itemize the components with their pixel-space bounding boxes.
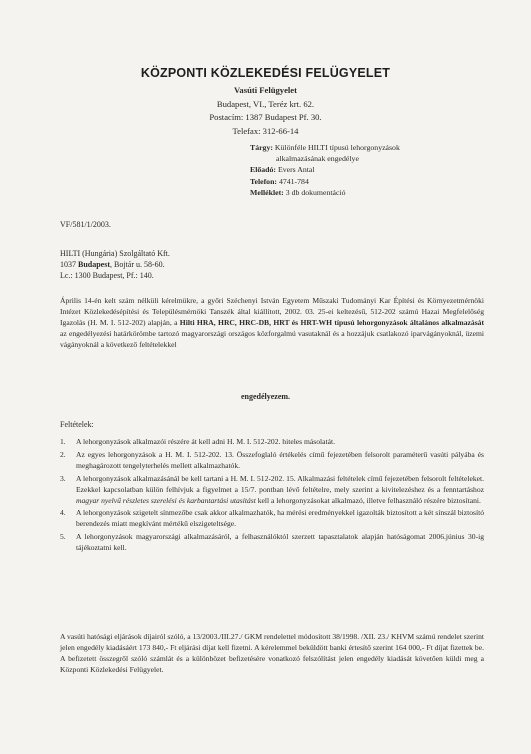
list-item (60, 532, 484, 554)
handler-name: Evers Antal (277, 165, 315, 175)
condition-text: A lehorgonyzások alkalmazói részére át kell adni H. M. I. 512-202. hiteles másolatát. (76, 437, 336, 446)
reference-number: VF/581/1/2003. (60, 220, 111, 229)
subject-block (250, 142, 520, 198)
decision-text: engedélyezem. (240, 392, 291, 401)
condition-text (76, 474, 484, 507)
subject-line-2: alkalmazásának engedélye (276, 154, 359, 164)
addressee-block (60, 248, 170, 282)
subject-label: Tárgy: (250, 143, 273, 152)
attachment-label: Melléklet: (250, 187, 284, 197)
addressee-zip: 1037 (60, 260, 76, 270)
attachment-value: 3 db dokumentáció (285, 187, 346, 197)
list-item (60, 437, 484, 448)
letterhead (0, 66, 531, 138)
body-text-a: Április 14-én kelt szám nélküli kérelmükre, a győri Széchenyi István Egyetem Műszaki Tudományi Kar Építési és Környezetmérnöki Intézet Közlekedésépítési és Településmérnöki Tanszék által kiállított, 2002. 03. 25-ei keltezésű, 512-202 számú Hazai Megfelelőség Igazolás (H. M. I. 512-202) alapján, a (60, 296, 484, 327)
list-item (60, 474, 484, 507)
condition-text: Az egyes lehorgonyzások a H. M. I. 512-202. 13. Összefoglaló értékelés című fejezetében felsorolt paraméterű vasúti pályába és meghagározott tengelyterhelés mellett alkalmazhatók. (76, 449, 484, 470)
condition-text-italic: magyar nyelvű részletes szerelési és karbantartási utasítást (76, 495, 256, 505)
addressee-name: HILTI (Hungária) Szolgáltató Kft. (60, 249, 170, 258)
phone-value: 4741-784 (278, 176, 309, 186)
subject-line-1: Különféle HILTI típusú lehorgonyzások (274, 143, 400, 152)
handler-label: Előadó: (250, 165, 276, 175)
list-item (60, 508, 484, 530)
condition-number: 2. (60, 449, 66, 459)
addressee-street (60, 259, 170, 270)
fax-number: Telefax: 312-66-14 (232, 125, 299, 136)
addressee-street-rest: , Bojtár u. 58-60. (110, 260, 165, 270)
condition-text-b: kell a lehorgonyzásokat alkalmazó, illetve felhasználó részére biztosítani. (255, 495, 481, 505)
addressee-postal: Lc.: 1300 Budapest, Pf.: 140. (60, 271, 154, 281)
office-address: Budapest, VI., Teréz krt. 62. (216, 98, 315, 109)
condition-text-a: A lehorgonyzások alkalmazásánál be kell tartani a H. M. I. 512-202. 15. Alkalmazási feltételek című fejezetében felsorolt feltételeket. Ezekkel kapcsolatban külön felhívjuk a figyelmet a 15/7. pontban lévő feltételre, mely szerint a kivitelezéshez és a fenntartáshoz (76, 473, 484, 494)
postal-address: Postacím: 1387 Budapest Pf. 30. (209, 112, 322, 122)
condition-text: A lehorgonyzások szigetelt sínmezőbe csak akkor alkalmazhatók, ha mérési eredményekkel igazolták biztosított a két sínszál biztosító berendezés miatt megkívánt mértékű elszigeteltsége. (76, 508, 484, 529)
body-paragraph (60, 296, 484, 351)
condition-number: 3. (60, 473, 66, 483)
body-text-b: az engedélyezési határkörömbe tartozó magyarországi országos közforgalmú vasutaknál és a hozzájuk csatlakozó iparvágányoknál, üzemi vágányoknál a következő feltételekkel (60, 328, 484, 349)
condition-number: 4. (60, 508, 66, 518)
condition-number: 1. (60, 437, 66, 446)
conditions-heading: Feltételek: (60, 420, 94, 429)
condition-text: A lehorgonyzások magyarországi alkalmazásáról, a felhasználóktól szerzett tapasztalatok alapján hatóságomat 2006.június 30-ig tájékoztatni kell. (76, 532, 484, 553)
department-name: Vasúti Felügyelet (234, 85, 297, 95)
organization-name: KÖZPONTI KÖZLEKEDÉSI FELÜGYELET (140, 66, 391, 80)
condition-number: 5. (60, 532, 66, 542)
body-text-bold: Hilti HRA, HRC, HRC-DB, HRT és HRT-WH típusú lehorgonyzások általános alkalmazását (179, 317, 485, 327)
fee-paragraph: A vasúti hatósági eljárások díjairól szóló, a 13/2003./III.27./ GKM rendelettel módosított 38/1998. /XII. 23./ KHVM számú rendelet szerint jelen engedély kiadásáért 173 840,- Ft eljárási díjat kell fizetni. A kérelemmel beküldött banki értesítő szerint 164 000,- Ft díjat fizettek be. A befizetett összegről szóló számlát és a különbözet befizetésére vonatkozó felszólítást jelen engedély kiadását követően küldi meg a Központi Közlekedési Felügyelet. (60, 632, 484, 674)
conditions-list (60, 437, 484, 556)
list-item (60, 450, 484, 472)
addressee-city: Budapest (78, 260, 111, 270)
phone-label: Telefon: (250, 176, 277, 186)
